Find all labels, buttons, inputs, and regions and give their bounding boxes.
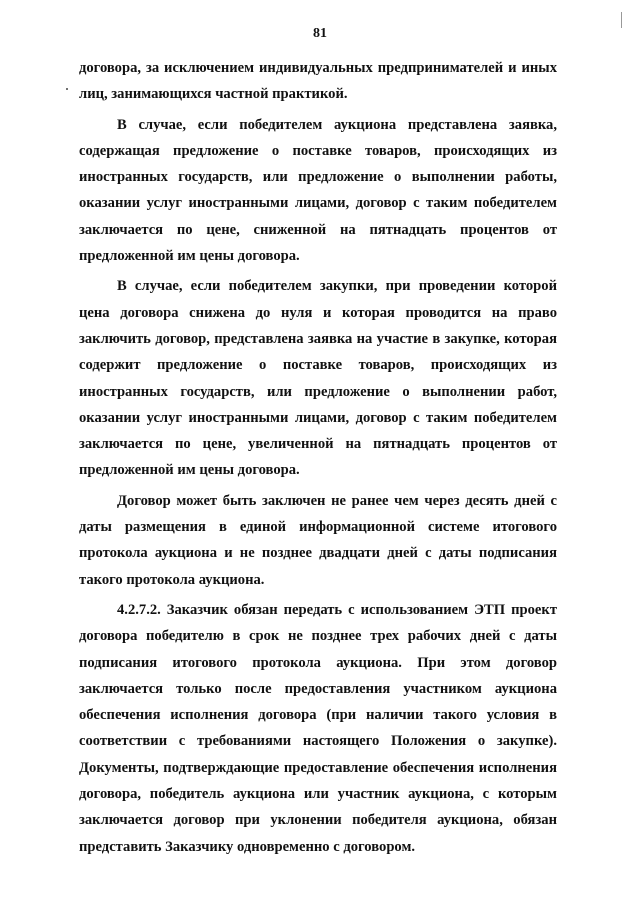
page-number: 81 [313, 26, 327, 41]
paragraph-auction-foreign-goods: В случае, если победителем аукциона представлена заявка, содержащая предложение о поставке товаров, происходящих из иностранных государств, или предложение о выполнении работы, оказании услуг иностранными лицами, договор с таким победителем заключается по цене, сниженной на пятнадцать процентов от предложенной им цены договора. [79, 116, 557, 265]
body-text [79, 55, 557, 860]
paragraph-section-4-2-7-2: 4.2.7.2. Заказчик обязан передать с использованием ЭТП проект договора победителю в срок не позднее трех рабочих дней с даты подписания итогового протокола аукциона. При этом договор заключается только после предоставления участником аукциона обеспечения исполнения договора (при наличии такого условия в соответствии с требованиями настоящего Положения о закупке). Документы, подтверждающие предоставление обеспечения исполнения договора, победитель аукциона или участник аукциона, с которым заключается договор при уклонении победителя аукциона, обязан представить Заказчику одновременно с договором. [79, 601, 557, 855]
paragraph-zero-price-procurement: В случае, если победителем закупки, при проведении которой цена договора снижена до нуля и которая проводится на право заключить договор, представлена заявка на участие в закупке, которая содержит предложение о поставке товаров, происходящих из иностранных государств, или предложение о выполнении работ, оказании услуг иностранными лицами, договор с таким победителем заключается по цене, увеличенной на пятнадцать процентов от предложенной им цены договора. [79, 278, 557, 479]
paragraph-continuation: договора, за исключением индивидуальных предпринимателей и иных лиц, занимающихся частной практикой. [79, 60, 557, 103]
scan-speck [66, 88, 68, 90]
paragraph-contract-timing: Договор может быть заключен не ранее чем через десять дней с даты размещения в единой информационной системе итогового протокола аукциона и не позднее двадцати дней с даты подписания такого протокола аукциона. [79, 492, 557, 588]
